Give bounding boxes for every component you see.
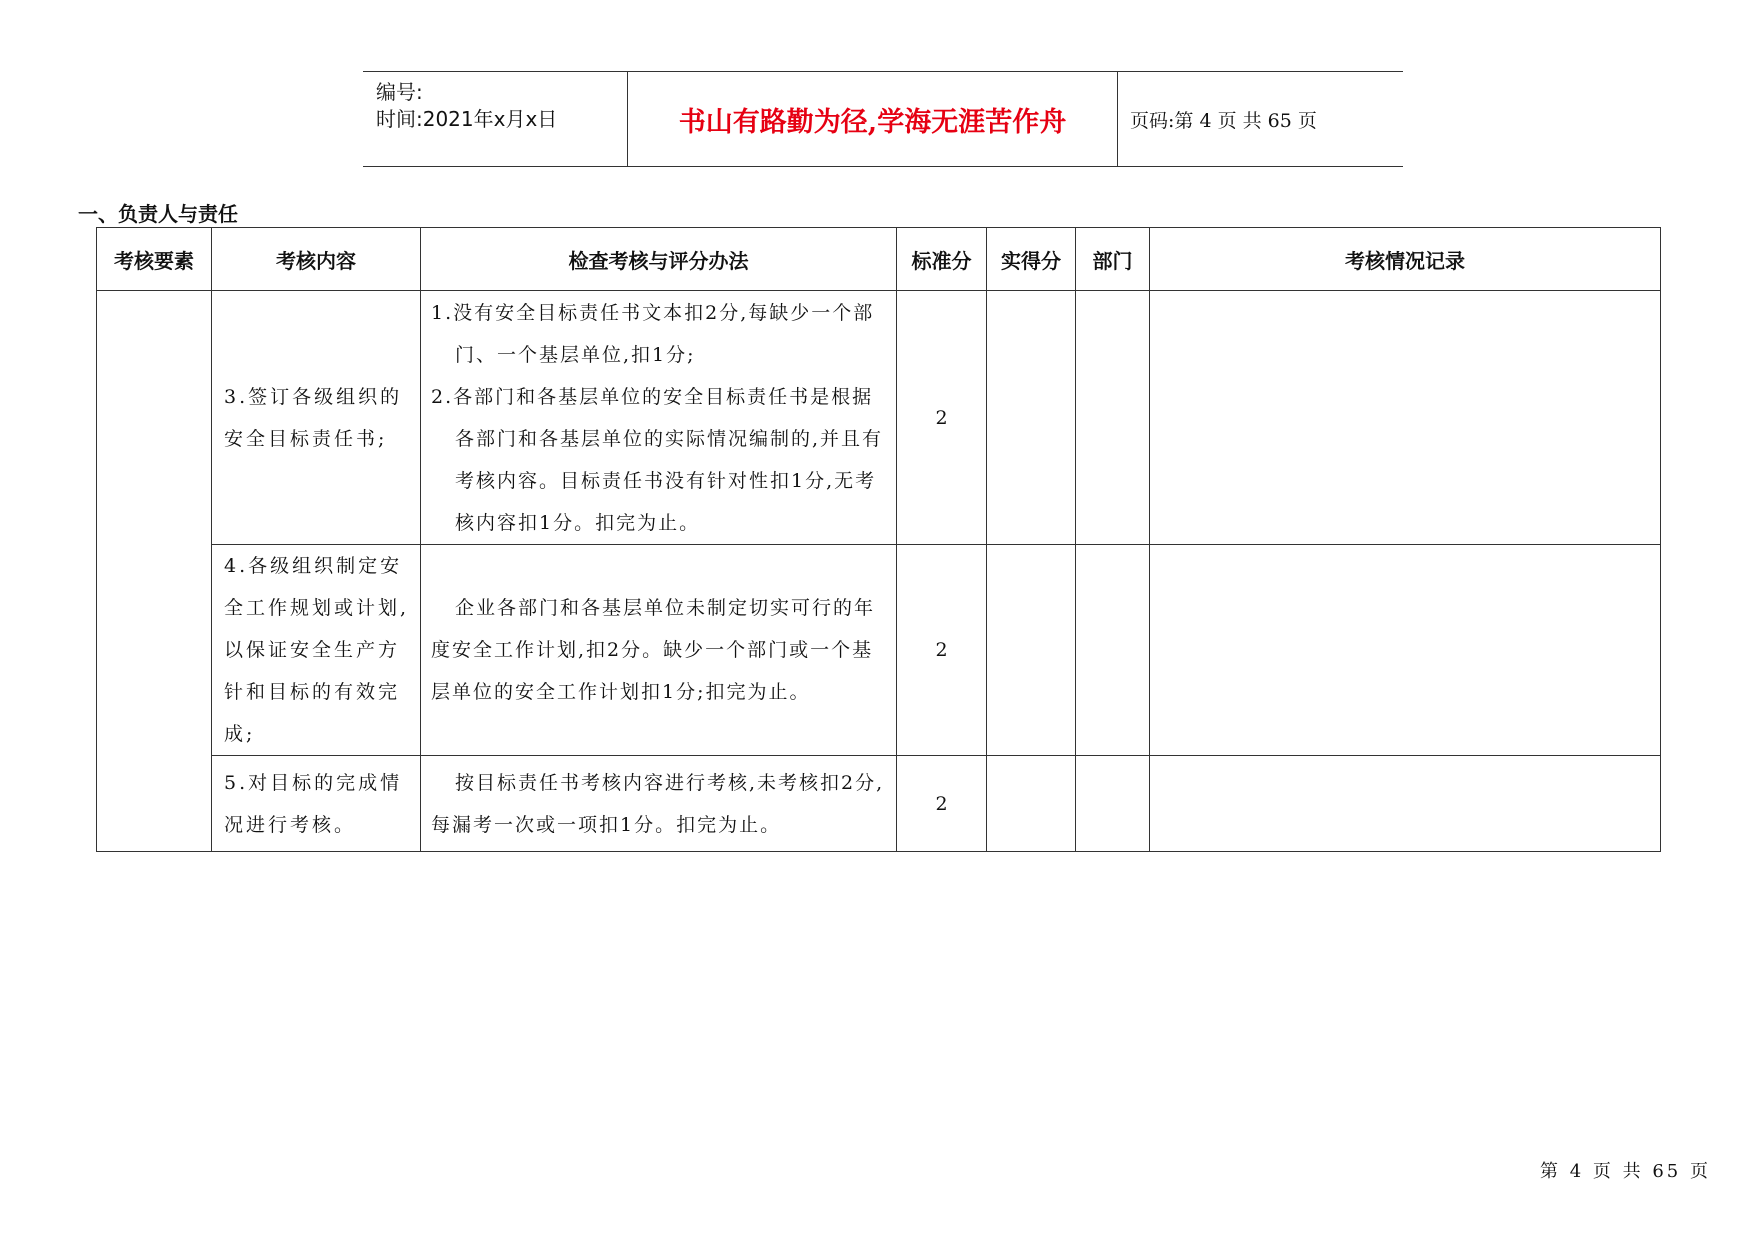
method-text: 按目标责任书考核内容进行考核,未考核扣2分,每漏考一次或一项扣1分。扣完为止。 [431, 771, 885, 836]
header-department: 部门 [1076, 228, 1150, 291]
standard-score-cell: 2 [897, 545, 987, 756]
header-actual-score: 实得分 [987, 228, 1076, 291]
content-cell: 5.对目标的完成情况进行考核。 [212, 756, 421, 852]
document-header [363, 71, 1403, 167]
method-item: 2.各部门和各基层单位的安全目标责任书是根据各部门和各基层单位的实际情况编制的,并且有考核内容。目标责任书没有针对性扣1分,无考核内容扣1分。扣完为止。 [431, 385, 884, 534]
header-content: 考核内容 [212, 228, 421, 291]
actual-score-cell [987, 756, 1076, 852]
content-cell: 4.各级组织制定安全工作规划或计划,以保证安全生产方针和目标的有效完成; [212, 545, 421, 756]
method-text: 企业各部门和各基层单位未制定切实可行的年度安全工作计划,扣2分。缺少一个部门或一个基层单位的安全工作计划扣1分;扣完为止。 [431, 597, 876, 703]
header-info-cell [363, 72, 627, 166]
motto: 书山有路勤为径,学海无涯苦作舟 [678, 107, 1067, 138]
standard-score-cell: 2 [897, 756, 987, 852]
record-cell [1150, 291, 1661, 545]
document-number: 编号: [376, 80, 423, 104]
element-cell [97, 291, 212, 852]
actual-score-cell [987, 291, 1076, 545]
method-cell [421, 291, 897, 545]
header-method: 检查考核与评分办法 [421, 228, 897, 291]
header-record: 考核情况记录 [1150, 228, 1661, 291]
standard-score-cell: 2 [897, 291, 987, 545]
actual-score-cell [987, 545, 1076, 756]
section-title: 一、负责人与责任 [78, 202, 238, 226]
page-indicator: 页码:第 4 页 共 65 页 [1130, 110, 1317, 132]
table-row [97, 291, 1661, 545]
table-header-row [97, 228, 1661, 291]
method-item: 1.没有安全目标责任书文本扣2分,每缺少一个部门、一个基层单位,扣1分; [431, 301, 875, 366]
department-cell [1076, 545, 1150, 756]
method-cell [421, 756, 897, 852]
header-motto-cell [627, 72, 1118, 166]
department-cell [1076, 291, 1150, 545]
page-footer: 第 4 页 共 65 页 [1540, 1161, 1711, 1182]
table-row [97, 545, 1661, 756]
method-cell [421, 545, 897, 756]
department-cell [1076, 756, 1150, 852]
header-page-cell [1118, 72, 1403, 166]
record-cell [1150, 545, 1661, 756]
content-cell: 3.签订各级组织的安全目标责任书; [212, 291, 421, 545]
header-standard-score: 标准分 [897, 228, 987, 291]
record-cell [1150, 756, 1661, 852]
assessment-table [96, 227, 1661, 852]
table-row [97, 756, 1661, 852]
document-time: 时间:2021年x月x日 [376, 107, 558, 131]
header-element: 考核要素 [97, 228, 212, 291]
